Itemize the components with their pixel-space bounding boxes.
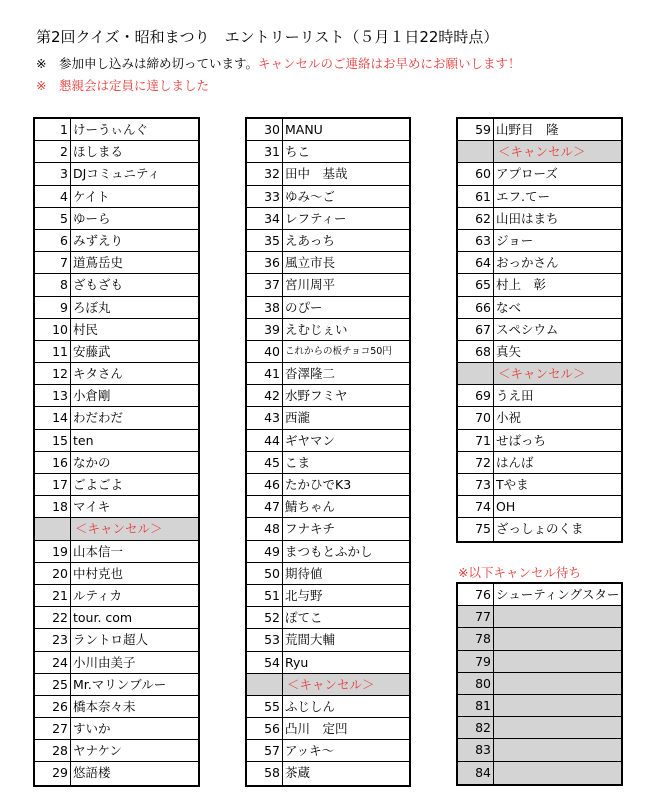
entry-number: 13 [35, 385, 71, 406]
entry-number: 29 [35, 762, 71, 784]
entry-number: 38 [247, 297, 283, 318]
entry-row [247, 585, 409, 607]
entry-row [458, 762, 621, 784]
entry-name: わだわだ [73, 410, 124, 426]
entry-name: アッキ～ [285, 743, 335, 759]
entry-number: 2 [35, 141, 71, 162]
entry-name: フナキチ [285, 521, 336, 537]
notice-party-full: ※ 懇親会は定員に達しました [36, 78, 209, 93]
entry-row [35, 274, 198, 296]
entry-column-2 [245, 117, 411, 787]
entry-number: 77 [458, 606, 494, 627]
entry-number: 80 [458, 673, 494, 694]
entry-row [247, 629, 409, 651]
entry-row [247, 652, 409, 674]
entry-name: 山本信一 [73, 543, 124, 559]
entry-row [458, 452, 621, 474]
entry-number: 50 [247, 563, 283, 584]
entry-row [35, 607, 198, 629]
entry-name: ギヤマン [285, 432, 336, 448]
cancel-label: ＜キャンセル＞ [498, 366, 586, 382]
entry-number: 19 [35, 541, 71, 562]
entry-number: 10 [35, 319, 71, 340]
entry-name: なかの [73, 454, 111, 470]
entry-row [35, 407, 198, 429]
entry-number: 30 [247, 119, 283, 140]
entry-name: 中村克也 [73, 565, 124, 581]
entry-name: エフ.てー [496, 188, 550, 204]
entry-number: 22 [35, 607, 71, 628]
entry-number: 61 [458, 186, 494, 207]
entry-row [458, 186, 621, 208]
entry-number: 12 [35, 363, 71, 384]
entry-number: 83 [458, 739, 494, 760]
entry-number: 67 [458, 319, 494, 340]
entry-row [458, 717, 621, 739]
entry-name: ゆみ～ご [285, 188, 336, 204]
entry-number: 20 [35, 563, 71, 584]
entry-number: 72 [458, 452, 494, 473]
entry-row [247, 452, 409, 474]
entry-row [247, 696, 409, 718]
page-title: 第2回クイズ・昭和まつり エントリーリスト（５月１日22時時点） [36, 28, 499, 46]
entry-number: 48 [247, 518, 283, 539]
entry-name: tour. com [73, 610, 133, 626]
entry-name: レフティー [285, 210, 347, 226]
entry-row [35, 652, 198, 674]
entry-name: 荒間大輔 [285, 632, 336, 648]
entry-name: ten [73, 432, 94, 448]
entry-name: キタさん [73, 366, 123, 382]
entry-number: 9 [35, 297, 71, 318]
entry-number: 8 [35, 274, 71, 295]
entry-number: 32 [247, 163, 283, 184]
entry-row [247, 430, 409, 452]
notice-entry-closed [36, 54, 521, 72]
entry-row [35, 541, 198, 563]
entry-name: 安藤武 [73, 343, 111, 359]
entry-name: みずえり [73, 232, 124, 248]
notice-entry-closed-text: ※ 参加申し込みは締め切っています。 [36, 56, 258, 71]
entry-name: ルティカ [73, 587, 123, 603]
entry-name: 村民 [73, 321, 99, 337]
entry-row [35, 696, 198, 718]
entry-number: 18 [35, 496, 71, 517]
entry-row [458, 163, 621, 185]
entry-row [247, 363, 409, 385]
entry-name: はんば [496, 454, 534, 470]
entry-row [247, 163, 409, 185]
entry-number: 44 [247, 430, 283, 451]
cancel-label: ＜キャンセル＞ [75, 521, 163, 537]
waitlist-heading: ※以下キャンセル待ち [458, 565, 581, 580]
entry-name: 真矢 [496, 343, 522, 359]
entry-row [35, 230, 198, 252]
waitlist-column [456, 582, 623, 786]
entry-name: ヤナケン [73, 743, 122, 759]
entry-row [247, 407, 409, 429]
entry-number: 84 [458, 762, 494, 784]
entry-name [494, 606, 621, 627]
entry-name: のぴー [285, 299, 323, 315]
entry-row [35, 430, 198, 452]
entry-name [494, 739, 621, 760]
entry-name: ゆーら [73, 210, 111, 226]
entry-number: 45 [247, 452, 283, 473]
entry-number [35, 518, 71, 539]
entry-row [247, 230, 409, 252]
entry-row [458, 739, 621, 761]
entry-name [494, 651, 621, 672]
entry-number: 52 [247, 607, 283, 628]
entry-name: けーうぃんぐ [73, 122, 149, 137]
entry-row [35, 452, 198, 474]
entry-row [247, 297, 409, 319]
entry-name: 宮川周平 [285, 277, 336, 293]
entry-column-3 [456, 117, 623, 543]
entry-number: 55 [247, 696, 283, 717]
entry-row [247, 208, 409, 230]
entry-name: ざもざも [73, 277, 124, 293]
entry-number: 43 [247, 407, 283, 428]
entry-row [247, 186, 409, 208]
entry-name: こま [285, 454, 311, 470]
entry-number: 60 [458, 163, 494, 184]
entry-name: まつもとふかし [285, 543, 373, 559]
entry-row [35, 585, 198, 607]
entry-name: マイキ [73, 499, 111, 515]
cancel-row [458, 363, 621, 385]
entry-name: これからの板チョコ50円 [285, 345, 392, 357]
entry-row [247, 119, 409, 141]
entry-number: 41 [247, 363, 283, 384]
entry-number: 11 [35, 341, 71, 362]
entry-row [247, 319, 409, 341]
entry-row [458, 230, 621, 252]
entry-name: ジョー [496, 232, 534, 248]
entry-name: 風立市長 [285, 255, 336, 271]
entry-name: MANU [285, 122, 323, 137]
entry-number: 63 [458, 230, 494, 251]
entry-name: 小川由美子 [73, 654, 136, 670]
entry-number: 33 [247, 186, 283, 207]
entry-number: 71 [458, 430, 494, 451]
entry-row [458, 496, 621, 518]
entry-name: 山野目 隆 [496, 122, 559, 137]
entry-name: えむじぇい [285, 321, 348, 337]
entry-number: 74 [458, 496, 494, 517]
entry-row [458, 341, 621, 363]
entry-name: えあっち [285, 232, 335, 248]
entry-name: 橋本奈々未 [73, 698, 136, 714]
entry-number: 57 [247, 740, 283, 761]
entry-row [247, 563, 409, 585]
entry-number: 81 [458, 695, 494, 716]
entry-number: 59 [458, 119, 494, 140]
entry-number: 47 [247, 496, 283, 517]
entry-row [458, 695, 621, 717]
entry-number [458, 363, 494, 384]
entry-name [494, 695, 621, 716]
entry-number: 66 [458, 297, 494, 318]
entry-number: 31 [247, 141, 283, 162]
entry-number: 69 [458, 385, 494, 406]
entry-row [35, 208, 198, 230]
entry-number: 5 [35, 208, 71, 229]
entry-number: 25 [35, 674, 71, 695]
entry-row [35, 563, 198, 585]
entry-number: 7 [35, 252, 71, 273]
entry-number: 75 [458, 518, 494, 540]
entry-number: 4 [35, 186, 71, 207]
entry-number: 28 [35, 740, 71, 761]
entry-number: 36 [247, 252, 283, 273]
entry-number: 24 [35, 652, 71, 673]
cancel-row [458, 141, 621, 163]
entry-row [458, 606, 621, 628]
entry-number: 17 [35, 474, 71, 495]
entry-name: 西瀧 [285, 410, 311, 426]
entry-number: 35 [247, 230, 283, 251]
entry-number: 54 [247, 652, 283, 673]
entry-name: 道蔦岳史 [73, 255, 124, 271]
entry-row [247, 141, 409, 163]
entry-number: 56 [247, 718, 283, 739]
entry-row [35, 762, 198, 784]
entry-number: 68 [458, 341, 494, 362]
entry-row [247, 252, 409, 274]
entry-row [35, 363, 198, 385]
entry-row [458, 208, 621, 230]
entry-number: 51 [247, 585, 283, 606]
entry-row [35, 319, 198, 341]
entry-row [35, 674, 198, 696]
entry-row [35, 496, 198, 518]
entry-row [35, 252, 198, 274]
cancel-row [247, 674, 409, 696]
entry-row [35, 474, 198, 496]
entry-name: シューティングスター [496, 587, 620, 602]
entry-number: 82 [458, 717, 494, 738]
entry-number: 70 [458, 407, 494, 428]
entry-name: ちこ [285, 144, 311, 160]
entry-number [247, 674, 283, 695]
entry-name: 山田はまち [496, 210, 559, 226]
entry-name: 北与野 [285, 587, 323, 603]
entry-row [35, 297, 198, 319]
entry-name: なべ [496, 299, 522, 315]
entry-name [494, 628, 621, 649]
entry-name [494, 762, 621, 784]
entry-name: ほしまる [73, 144, 124, 160]
cancel-label: ＜キャンセル＞ [498, 144, 586, 160]
entry-name: 小倉剛 [73, 388, 111, 404]
entry-column-1 [33, 117, 200, 787]
entry-name: 茶蔵 [285, 765, 311, 781]
notice-cancel-request: キャンセルのご連絡はお早めにお願いします！ [257, 56, 521, 71]
entry-row [458, 385, 621, 407]
entry-row [247, 607, 409, 629]
entry-row [247, 274, 409, 296]
entry-row [458, 673, 621, 695]
entry-row [35, 629, 198, 651]
entry-name: 水野フミヤ [285, 388, 348, 404]
entry-name: Ryu [285, 654, 309, 670]
entry-number [458, 141, 494, 162]
entry-row [35, 163, 198, 185]
entry-number: 46 [247, 474, 283, 495]
entry-name: ぽてこ [285, 610, 323, 626]
entry-number: 26 [35, 696, 71, 717]
entry-row [458, 474, 621, 496]
entry-row [247, 718, 409, 740]
entry-row [458, 119, 621, 141]
entry-name: Tやま [496, 477, 529, 492]
entry-name: 沓澤隆二 [285, 366, 336, 382]
entry-number: 62 [458, 208, 494, 229]
entry-row [458, 518, 621, 540]
entry-number: 34 [247, 208, 283, 229]
entry-name: たかひでK3 [285, 477, 352, 492]
entry-row [35, 141, 198, 163]
entry-number: 39 [247, 319, 283, 340]
entry-number: 23 [35, 629, 71, 650]
cancel-row [35, 518, 198, 540]
entry-name: 期待値 [285, 565, 323, 581]
entry-row [35, 740, 198, 762]
entry-number: 37 [247, 274, 283, 295]
entry-name: 凸川 定凹 [285, 721, 348, 737]
entry-name: ごよごよ [73, 477, 124, 492]
entry-number: 1 [35, 119, 71, 140]
entry-name: 田中 基哉 [285, 166, 348, 182]
entry-name: DJコミュニティ [73, 166, 161, 182]
entry-row [458, 651, 621, 673]
entry-number: 65 [458, 274, 494, 295]
entry-number: 73 [458, 474, 494, 495]
entry-row [458, 628, 621, 650]
entry-row [247, 762, 409, 784]
entry-row [247, 541, 409, 563]
entry-row [247, 496, 409, 518]
entry-row [458, 252, 621, 274]
entry-row [247, 385, 409, 407]
entry-row [35, 341, 198, 363]
entry-number: 40 [247, 341, 283, 362]
entry-number: 6 [35, 230, 71, 251]
entry-number: 3 [35, 163, 71, 184]
entry-row [458, 319, 621, 341]
cancel-label: ＜キャンセル＞ [287, 676, 375, 692]
entry-number: 42 [247, 385, 283, 406]
entry-name: 鯖ちゃん [285, 499, 336, 515]
entry-name: Mr.マリンブルー [73, 676, 167, 692]
entry-name: うえ田 [496, 388, 534, 404]
entry-name: ラントロ超人 [73, 632, 149, 648]
entry-number: 14 [35, 407, 71, 428]
entry-number: 76 [458, 584, 494, 605]
entry-row [247, 518, 409, 540]
entry-row [458, 274, 621, 296]
entry-row [35, 119, 198, 141]
entry-name: スペシウム [496, 321, 559, 337]
entry-name [494, 717, 621, 738]
entry-number: 64 [458, 252, 494, 273]
entry-name: 悠語楼 [73, 765, 111, 781]
entry-name: ふじしん [285, 698, 336, 714]
entry-number: 16 [35, 452, 71, 473]
entry-row [247, 740, 409, 762]
entry-row [458, 297, 621, 319]
entry-name: ケイト [73, 188, 110, 204]
entry-row [247, 341, 409, 363]
entry-name: 村上 彰 [496, 277, 547, 293]
entry-name: せばっち [496, 432, 547, 448]
entry-row [35, 186, 198, 208]
entry-name: アプローズ [496, 166, 558, 182]
entry-row [35, 385, 198, 407]
entry-number: 58 [247, 762, 283, 784]
entry-name [494, 673, 621, 694]
entry-row [35, 718, 198, 740]
entry-name: おっかさん [496, 255, 559, 271]
entry-name: すいか [73, 721, 111, 737]
entry-number: 79 [458, 651, 494, 672]
entry-name: ろぼ丸 [73, 299, 111, 315]
entry-row [458, 584, 621, 606]
entry-number: 15 [35, 430, 71, 451]
entry-row [458, 430, 621, 452]
entry-name: OH [496, 499, 516, 515]
entry-number: 49 [247, 541, 283, 562]
entry-row [458, 407, 621, 429]
entry-number: 78 [458, 628, 494, 649]
entry-name: ざっしょのくま [496, 521, 584, 537]
entry-number: 21 [35, 585, 71, 606]
entry-number: 53 [247, 629, 283, 650]
entry-row [247, 474, 409, 496]
entry-name: 小祝 [496, 410, 522, 426]
entry-number: 27 [35, 718, 71, 739]
